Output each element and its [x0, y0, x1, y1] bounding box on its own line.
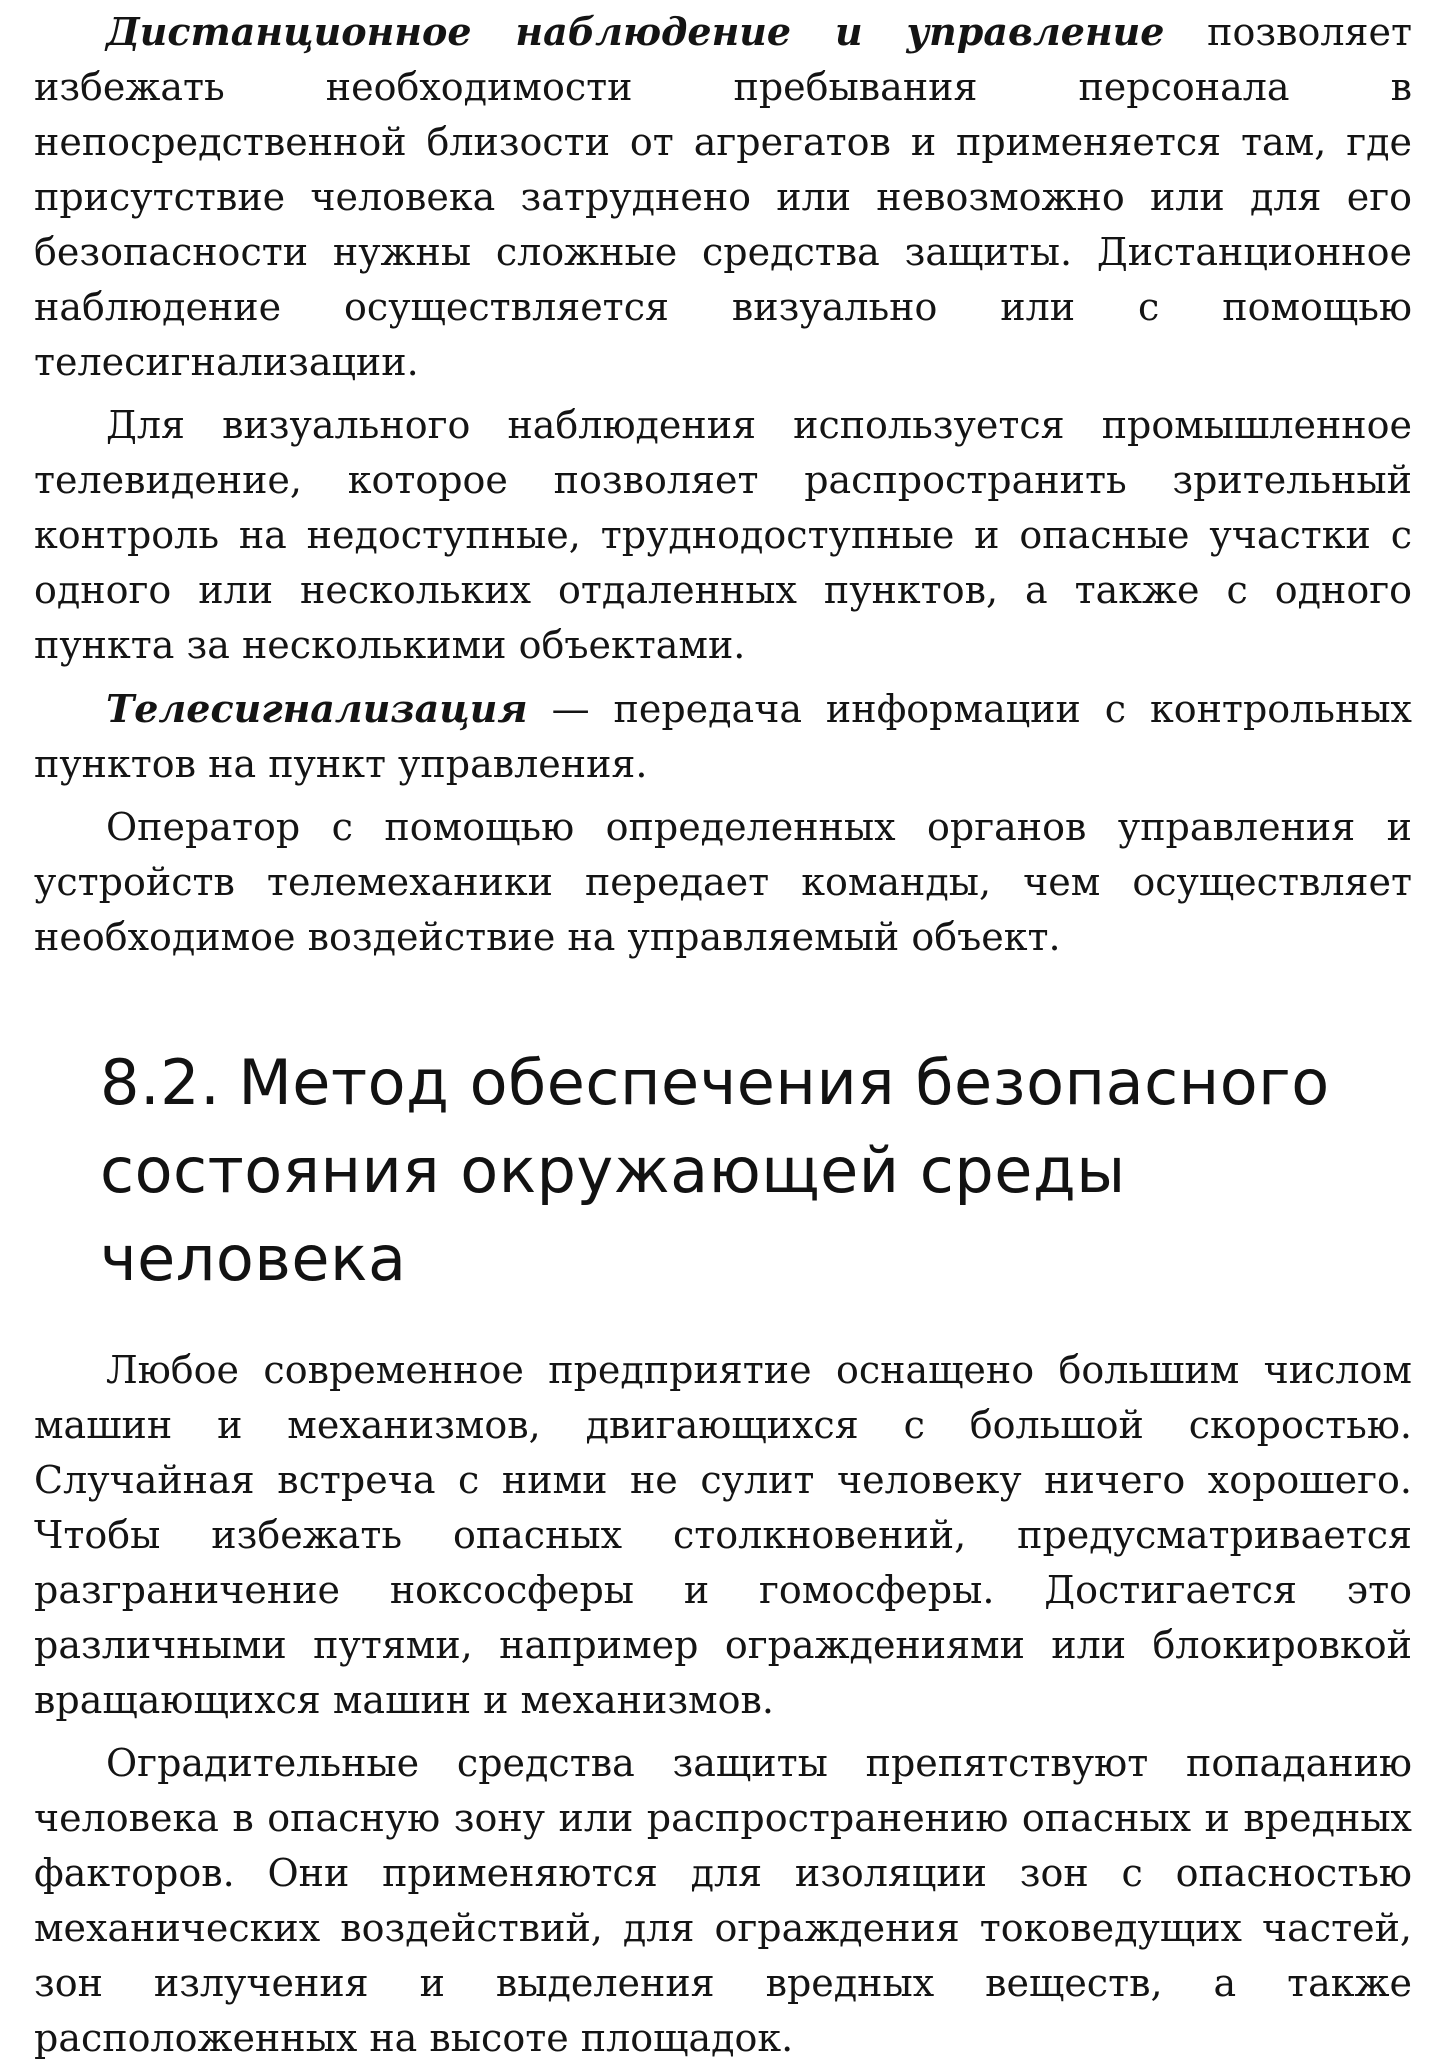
paragraph-text: Оградительные средства защиты препятствуют попаданию человека в опасную зону или распространению опасных и вредных факторов. Они применяются для изоляции зон с опасностью механических воздействий, для ограждения токоведущих частей, зон излучения и выделения вредных веществ, а также расположенных на высоте площадок.: [34, 1741, 1412, 2060]
document-page: [34, 0, 1412, 2066]
paragraph-visual-monitoring: [34, 398, 1412, 673]
section-title: Метод обеспечения безопасного состояния окружающей среды человека: [100, 1046, 1330, 1295]
paragraph-text: — передача информации с контрольных пунктов на пункт управления.: [34, 687, 1412, 786]
paragraph-telesignaling: [34, 681, 1412, 792]
paragraph-text: Оператор с помощью определенных органов управления и устройств телемеханики передает команды, чем осуществляет необходимое воздействие на управляемый объект.: [34, 805, 1412, 959]
paragraph-text: позволяет избежать необходимости пребывания персонала в непосредственной близости от агрегатов и применяется там, где присутствие человека затруднено или невозможно или для его безопасности нужны сложные средства защиты. Дистанционное наблюдение осуществляется визуально или с помощью телесигнализации.: [34, 10, 1413, 384]
term-remote-monitoring: Дистанционное наблюдение и управление: [106, 9, 1165, 54]
paragraph-remote-monitoring: [34, 0, 1412, 390]
paragraph-operator: [34, 800, 1412, 965]
section-heading: [100, 1039, 1412, 1303]
paragraph-text: Любое современное предприятие оснащено большим числом машин и механизмов, двигающихся с большой скоростью. Случайная встреча с ними не сулит человеку ничего хорошего. Чтобы избежать опасных столкновений, предусматривается разграничение ноксосферы и гомосферы. Достигается это различными путями, например ограждениями или блокировкой вращающихся машин и механизмов.: [34, 1348, 1412, 1722]
term-telesignaling: Телесигнализация: [106, 686, 528, 731]
paragraph-guarding-means: [34, 1736, 1412, 2066]
paragraph-text: Для визуального наблюдения используется промышленное телевидение, которое позволяет распространить зрительный контроль на недоступные, труднодоступные и опасные участки с одного или нескольких отдаленных пунктов, а также с одного пункта за несколькими объектами.: [34, 403, 1412, 667]
paragraph-enterprise-machines: [34, 1343, 1412, 1728]
section-number: 8.2.: [100, 1046, 221, 1119]
